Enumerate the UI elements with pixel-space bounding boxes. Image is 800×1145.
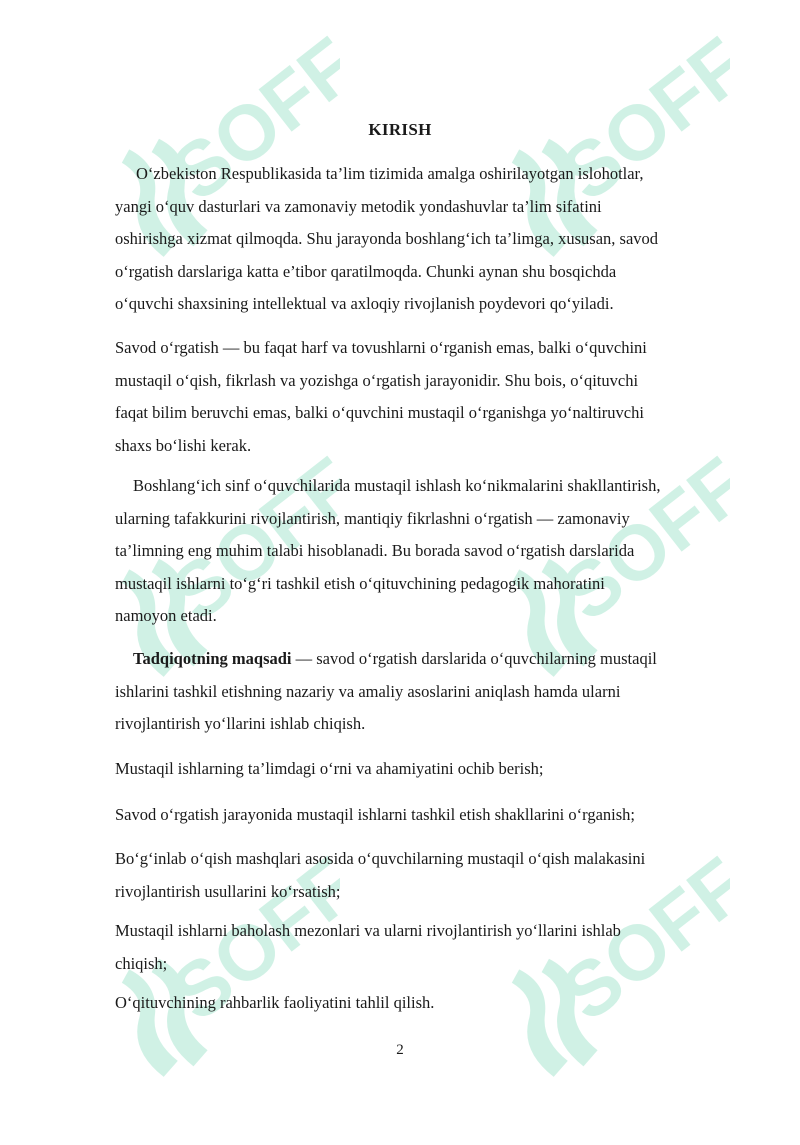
svg-text:SOFF: SOFF <box>154 840 340 1038</box>
task-item <box>115 843 740 908</box>
svg-text:SOFF: SOFF <box>544 840 730 1038</box>
text-line: O‘zbekiston Respublikasida ta’lim tizimida amalga oshirilayotgan islohotlar, <box>136 164 644 183</box>
svg-text:SOFF: SOFF <box>544 440 730 638</box>
research-goal-text: — savod o‘rgatish darslarida o‘quvchilarning mustaqil <box>291 649 657 668</box>
text-line: oshirishga xizmat qilmoqda. Shu jarayonda boshlang‘ich ta’limga, xususan, savod <box>115 229 659 249</box>
text-line: Mustaqil ishlarni baholash mezonlari va ularni rivojlantirish yo‘llarini ishlab <box>115 921 621 940</box>
text-line: Savod o‘rgatish — bu faqat harf va tovushlarni o‘rganish emas, balki o‘quvchini <box>115 338 647 357</box>
task-item <box>115 915 740 980</box>
page-title: KIRISH <box>368 120 432 139</box>
text-line: mustaqil o‘qish, fikrlash va yozishga o‘rgatish jarayonidir. Shu bois, o‘qituvchi <box>115 370 639 390</box>
intro-paragraph <box>115 158 740 321</box>
svg-text:SOFF: SOFF <box>154 440 340 638</box>
text-line: rivojlantirish usullarini ko‘rsatish; <box>115 881 341 901</box>
text-line: shaxs bo‘lishi kerak. <box>115 435 252 455</box>
svg-text:SOFF: SOFF <box>154 20 340 218</box>
text-line <box>115 643 740 676</box>
text-line: ularning tafakkurini rivojlantirish, mantiqiy fikrlashni o‘rgatish — zamonaviy <box>115 508 630 528</box>
research-goal-paragraph <box>115 643 740 741</box>
text-line: chiqish; <box>115 953 168 973</box>
task-item <box>115 753 740 786</box>
task-item <box>115 987 740 1020</box>
text-line: Boshlang‘ich sinf o‘quvchilarida mustaqil ishlash ko‘nikmalarini shakllantirish, <box>133 476 661 495</box>
text-line: rivojlantirish yo‘llarini ishlab chiqish. <box>115 714 366 734</box>
text-line: Savod o‘rgatish jarayonida mustaqil ishlarni tashkil etish shakllarini o‘rganish; <box>115 805 635 824</box>
savod-paragraph <box>115 332 740 462</box>
page-number: 2 <box>396 1042 404 1058</box>
text-line: o‘rgatish darslariga katta e’tibor qaratilmoqda. Chunki aynan shu bosqichda <box>115 261 617 281</box>
text-line: ishlarini tashkil etishning nazariy va amaliy asoslarini aniqlash hamda ularni <box>115 681 621 701</box>
task-item <box>115 799 740 832</box>
text-line: O‘qituvchining rahbarlik faoliyatini tahlil qilish. <box>115 993 435 1012</box>
text-line: Mustaqil ishlarning ta’limdagi o‘rni va ahamiyatini ochib berish; <box>115 759 544 778</box>
text-line: Bo‘g‘inlab o‘qish mashqlari asosida o‘quvchilarning mustaqil o‘qish malakasini <box>115 849 646 868</box>
text-line: mustaqil ishlarni to‘g‘ri tashkil etish o‘qituvchining pedagogik mahoratini <box>115 573 605 593</box>
text-line: namoyon etadi. <box>115 606 217 626</box>
svg-text:SOFF: SOFF <box>544 20 730 218</box>
text-line: o‘quvchi shaxsining intellektual va axloqiy rivojlanish poydevori qo‘yiladi. <box>115 294 614 314</box>
text-line: yangi o‘quv dasturlari va zamonaviy metodik yondashuvlar ta’lim sifatini <box>115 196 602 216</box>
boshlangich-paragraph <box>115 470 740 633</box>
research-goal-label: Tadqiqotning maqsadi <box>133 649 292 668</box>
text-line: faqat bilim beruvchi emas, balki o‘quvchini mustaqil o‘rganishga yo‘naltiruvchi <box>115 403 644 423</box>
text-line: ta’limning eng muhim talabi hisoblanadi. Bu borada savod o‘rgatish darslarida <box>115 541 635 561</box>
